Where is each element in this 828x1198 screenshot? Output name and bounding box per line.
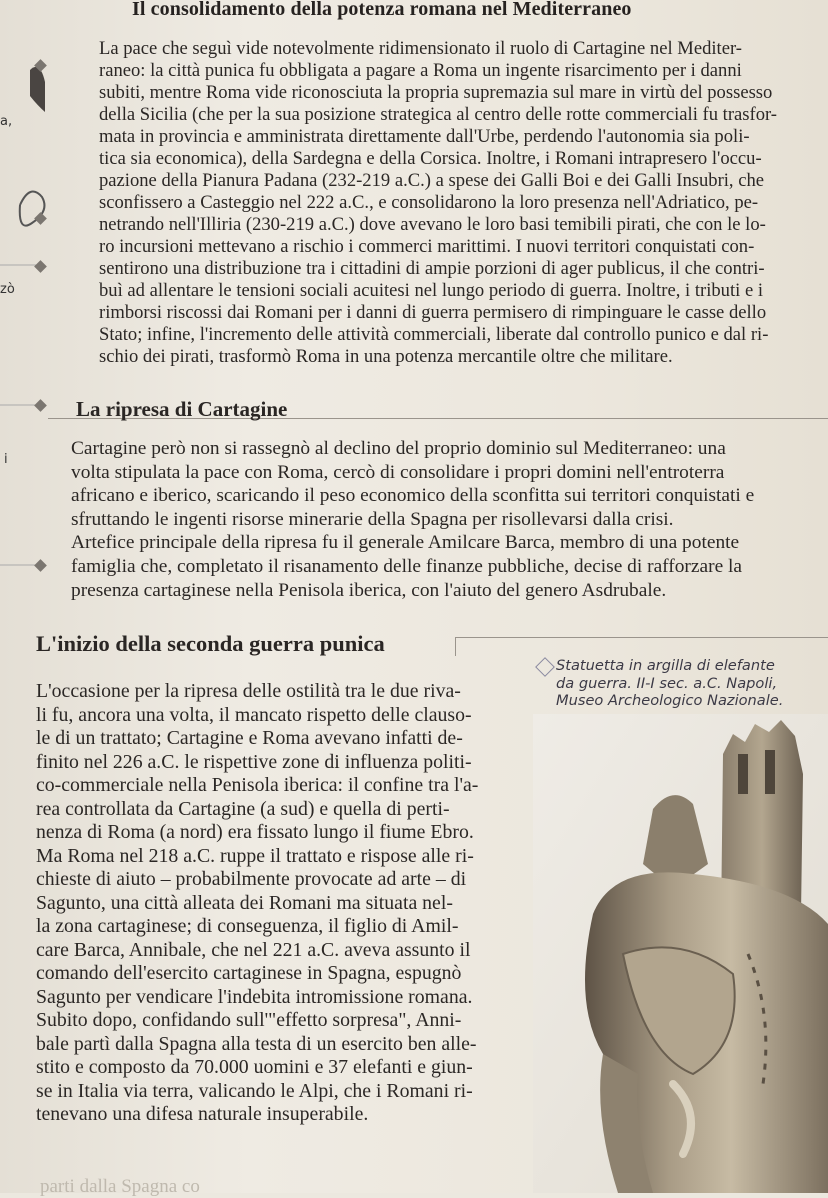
- text-line: Sagunto, una città alleata dei Romani ma situata nel-: [36, 891, 453, 914]
- text-line: tica sia economica), della Sardegna e della Corsica. Inoltre, i Romani intrapresero l'occu-: [99, 148, 762, 169]
- text-line: subiti, mentre Roma vide riconosciuta la propria supremazia sul mare in virtù del possesso: [99, 82, 773, 103]
- text-line: la zona cartaginese; di conseguenza, il figlio di Amil-: [36, 915, 459, 937]
- margin-note: i: [4, 452, 8, 467]
- text-line: rea controllata da Cartagine (a sud) e quella di perti-: [36, 797, 450, 820]
- margin-figure-top: [30, 67, 45, 112]
- text-line: netrando nell'Illiria (230-219 a.C.) dove avevano le loro basi temibili pirati, che con le lo-: [99, 214, 766, 235]
- text-line: Ma Roma nel 218 a.C. ruppe il trattato e rispose alle ri-: [36, 844, 474, 867]
- section-heading-inizio: L'inizio della seconda guerra punica: [36, 631, 385, 656]
- text-line: della Sicilia (che per la sua posizione strategica al centro delle rotte commerciali fu trasfor-: [99, 104, 777, 125]
- section-divider: [455, 637, 456, 656]
- text-line: care Barca, Annibale, che nel 221 a.C. aveva assunto il: [36, 938, 471, 961]
- margin-note: zò: [0, 282, 15, 297]
- text-line: co-commerciale nella Penisola iberica: il confine tra l'a-: [36, 774, 479, 796]
- text-line: Cartagine però non si rassegnò al declino del proprio dominio sul Mediterraneo: una: [71, 438, 726, 459]
- text-line: sfruttando le ingenti risorse minerarie della Spagna per risollevarsi dalla crisi.: [71, 508, 674, 530]
- caption-line: Museo Archeologico Nazionale.: [556, 692, 784, 709]
- text-line: famiglia che, completato il risanamento delle finanze pubbliche, decise di rafforzare la: [71, 555, 743, 577]
- statuette-photo: [533, 714, 828, 1193]
- caption-line: da guerra. II-I sec. a.C. Napoli,: [556, 674, 778, 692]
- text-line: buì ad allentare le tensioni sociali acuitesi nel lungo periodo di guerra. Inoltre, i tributi e i: [99, 280, 764, 301]
- margin-note: a,: [0, 114, 13, 129]
- paragraph-ripresa: [71, 437, 828, 602]
- text-line: finito nel 226 a.C. le rispettive zone di influenza politi-: [36, 750, 472, 773]
- faded-next-line: parti dalla Spagna co: [40, 1176, 200, 1197]
- text-line: rimborsi riscossi dai Romani per i danni di guerra permisero di rimpinguare le casse dello: [99, 302, 767, 323]
- text-line: raneo: la città punica fu obbligata a pagare a Roma un ingente risarcimento per i danni: [99, 60, 742, 81]
- text-line: pazione della Pianura Padana (232-219 a.C.) a spese dei Galli Boi e dei Galli Insubri, che: [99, 170, 765, 191]
- section-divider: [455, 637, 828, 638]
- text-line: volta stipulata la pace con Roma, cercò di consolidare i propri domini nell'entroterra: [71, 461, 725, 483]
- text-line: tenevano una difesa naturale insuperabile.: [36, 1103, 369, 1125]
- elephant-statuette-image: [533, 714, 828, 1193]
- text-line: presenza cartaginese nella Penisola iberica, con l'aiuto del genero Asdrubale.: [71, 579, 667, 601]
- text-line: li fu, ancora una volta, il mancato rispetto delle clauso-: [36, 703, 472, 726]
- section-heading-ripresa: La ripresa di Cartagine: [76, 397, 288, 421]
- text-line: se in Italia via terra, valicando le Alpi, che i Romani ri-: [36, 1079, 473, 1102]
- text-line: schio dei pirati, trasformò Roma in una potenza mercantile oltre che militare.: [99, 346, 673, 367]
- text-line: Sagunto per vendicare l'indebita intromissione romana.: [36, 985, 473, 1008]
- text-line: le di un trattato; Cartagine e Roma avevano infatti de-: [36, 727, 463, 749]
- text-line: sentirono una distribuzione tra i cittadini di ampie porzioni di ager publicus, il che contri-: [99, 258, 765, 279]
- text-line: Subito dopo, confidando sull'"effetto sorpresa", Anni-: [36, 1009, 462, 1031]
- text-line: mata in provincia e amministrata direttamente dall'Urbe, perdendo l'autonomia sia poli-: [99, 126, 750, 147]
- text-line: comando dell'esercito cartaginese in Spagna, espugnò: [36, 962, 462, 984]
- figure-caption: [556, 657, 826, 710]
- text-line: nenza di Roma (a nord) era fissato lungo il fiume Ebro.: [36, 821, 474, 843]
- caption-line: Statuetta in argilla di elefante: [556, 657, 775, 674]
- tower-window: [765, 750, 775, 794]
- text-line: chieste di aiuto – probabilmente provocate ad arte – di: [36, 868, 467, 890]
- text-line: Stato; infine, l'incremento delle attività commerciali, liberate dal controllo punico e dal ri-: [99, 324, 769, 345]
- tower-window: [738, 754, 748, 794]
- text-line: Artefice principale della ripresa fu il generale Amilcare Barca, membro di una potente: [71, 532, 740, 554]
- page-title: Il consolidamento della potenza romana nel Mediterraneo: [132, 0, 632, 20]
- paragraph-consolidamento: [99, 38, 828, 368]
- paragraph-inizio: [36, 680, 531, 1127]
- text-line: ro incursioni mettevano a rischio i commerci marittimi. I nuovi territori conquistati con-: [99, 236, 755, 257]
- text-line: L'occasione per la ripresa delle ostilità tra le due riva-: [36, 680, 461, 702]
- text-line: sconfissero a Casteggio nel 222 a.C., e consolidarono la loro presenza nell'Adriatico, pe-: [99, 192, 759, 213]
- text-line: La pace che seguì vide notevolmente ridimensionato il ruolo di Cartagine nel Mediter-: [99, 38, 742, 59]
- text-line: africano e iberico, scaricando il peso economico della sconfitta sui territori conquistati e: [71, 485, 755, 507]
- text-line: bale partì dalla Spagna alla testa di un esercito ben alle-: [36, 1032, 477, 1055]
- text-line: stito e composto da 70.000 uomini e 37 elefanti e giun-: [36, 1056, 473, 1078]
